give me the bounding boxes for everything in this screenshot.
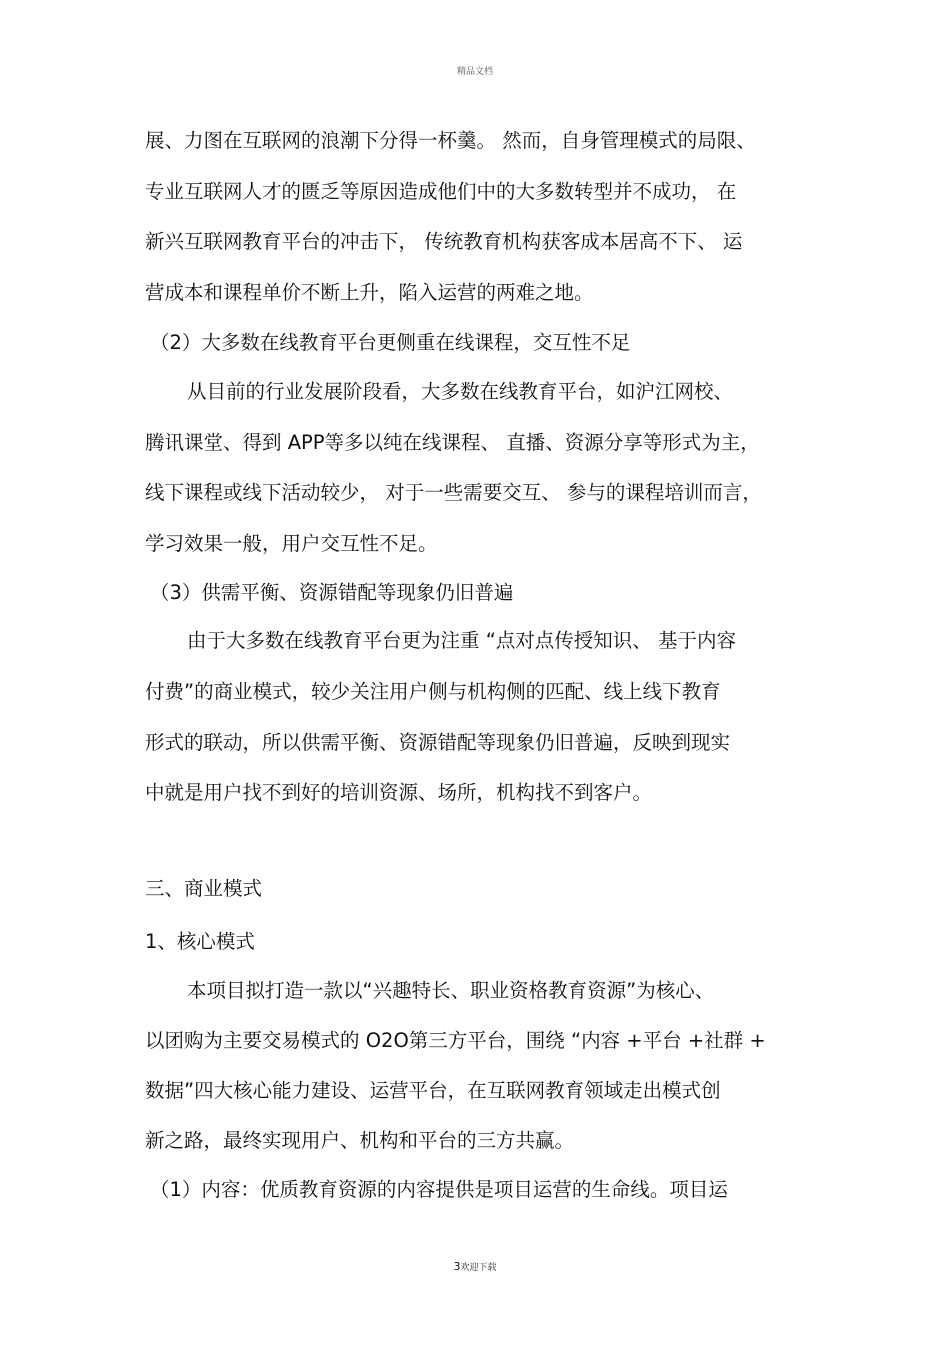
text-line: 本项目拟打造一款以“兴趣特长、职业资格教育资源”为核心、 [187, 979, 715, 1002]
text-line: 新兴互联网教育平台的冲击下， 传统教育机构获客成本居高不下、 运 [145, 230, 743, 253]
text-line: 展、力图在互联网的浪潮下分得一杯羹。 然而，自身管理模式的局限、 [145, 129, 756, 152]
text-line: 数据”四大核心能力建设、运营平台，在互联网教育领域走出模式创 [145, 1079, 721, 1102]
text-line: （1）内容：优质教育资源的内容提供是项目运营的生命线。项目运 [150, 1178, 728, 1201]
text-line: 新之路，最终实现用户、机构和平台的三方共赢。 [145, 1129, 575, 1152]
text-line: 学习效果一般，用户交互性不足。 [145, 532, 438, 555]
text-line: 腾讯课堂、得到 APP等多以纯在线课程、 直播、资源分享等形式为主， [145, 431, 760, 454]
text-line: 由于大多数在线教育平台更为注重 “点对点传授知识、 基于内容 [187, 629, 736, 652]
text-line: 形式的联动，所以供需平衡、资源错配等现象仍旧普遍，反映到现实 [145, 731, 731, 754]
text-line: 中就是用户找不到好的培训资源、场所，机构找不到客户。 [145, 781, 653, 804]
footer-text: 欢迎下载 [460, 1263, 497, 1273]
text-line: 付费”的商业模式，较少关注用户侧与机构侧的匹配、线上线下教育 [145, 680, 721, 703]
section-heading: （2）大多数在线教育平台更侧重在线课程，交互性不足 [150, 331, 631, 354]
text-line: 线下课程或线下活动较少， 对于一些需要交互、 参与的课程培训而言， [145, 481, 762, 504]
text-line: 营成本和课程单价不断上升，陷入运营的两难之地。 [145, 281, 594, 304]
page-footer [0, 1260, 950, 1273]
section-heading: （3）供需平衡、资源错配等现象仍旧普遍 [150, 581, 514, 604]
text-line: 专业互联网人才的匮乏等原因造成他们中的大多数转型并不成功， 在 [145, 180, 737, 203]
chapter-heading: 三、商业模式 [145, 877, 263, 900]
subsection-heading: 1、核心模式 [145, 930, 255, 953]
text-line: 从目前的行业发展阶段看，大多数在线教育平台，如沪江网校、 [187, 380, 734, 403]
text-line: 以团购为主要交易模式的 O2O第三方平台，围绕 “内容 +平台 +社群 + [145, 1029, 766, 1052]
page-header: 精品文档 [456, 67, 493, 77]
page-number: 3 [453, 1260, 461, 1273]
